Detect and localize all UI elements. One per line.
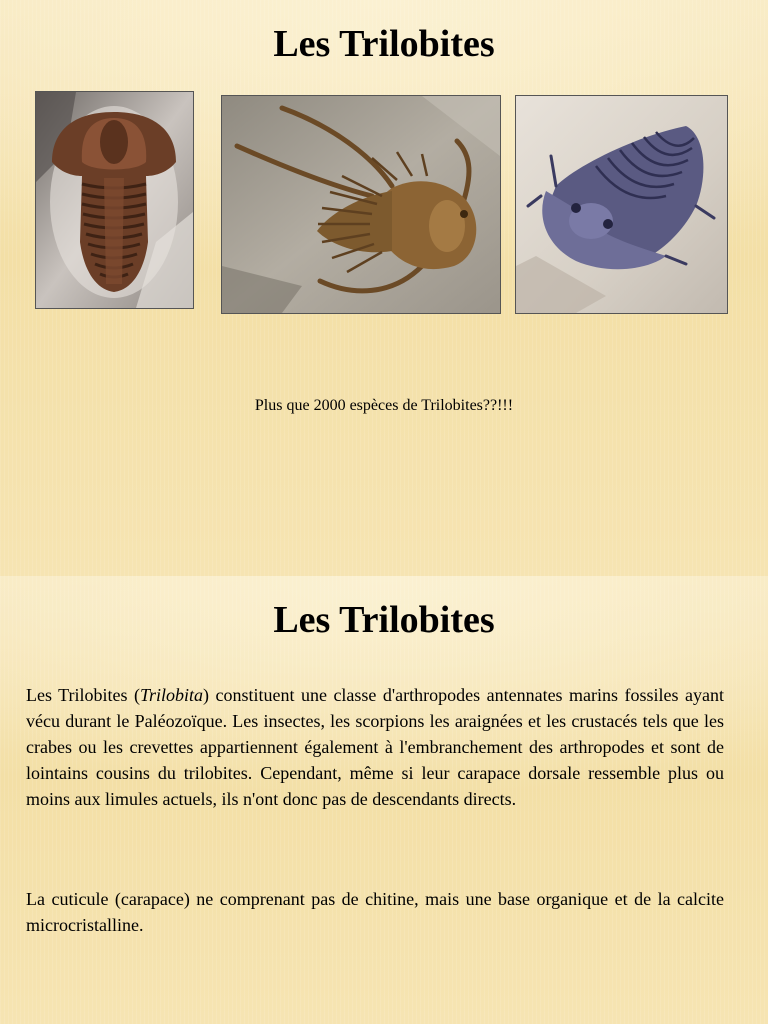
slide-2 — [0, 576, 768, 1024]
trilobite-fossil-spiny-icon — [222, 96, 500, 313]
trilobite-photo-1 — [35, 91, 194, 309]
paragraph-text-rest: ) constituent une classe d'arthropodes antennates marins fossiles ayant vécu durant le Paléozoïque. Les insectes, les scorpions les araignées et les crustacés tels que les crabes ou les crevettes appartiennent également à l'embranchement des arthropodes et sont de lointains cousins du trilobites. Cependant, même si leur carapace dorsale ressemble plus ou moins aux limules actuels, ils n'ont donc pas de descendants directs. — [26, 685, 724, 809]
trilobite-photo-2 — [221, 95, 501, 314]
paragraph-text-start: Les Trilobites ( — [26, 685, 140, 705]
slide-1-title: Les Trilobites — [273, 23, 495, 65]
slide-2-title: Les Trilobites — [273, 599, 495, 641]
trilobite-photo-3 — [515, 95, 728, 314]
slide-1-caption: Plus que 2000 espèces de Trilobites??!!! — [254, 397, 514, 414]
description-paragraph — [26, 682, 724, 812]
latin-name: Trilobita — [139, 685, 204, 705]
trilobite-fossil-brown-icon — [36, 92, 193, 308]
cuticle-paragraph: La cuticule (carapace) ne comprenant pas de chitine, mais une base organique et de la calcite microcristalline. — [26, 889, 724, 935]
trilobite-fossil-blue-icon — [516, 96, 727, 313]
